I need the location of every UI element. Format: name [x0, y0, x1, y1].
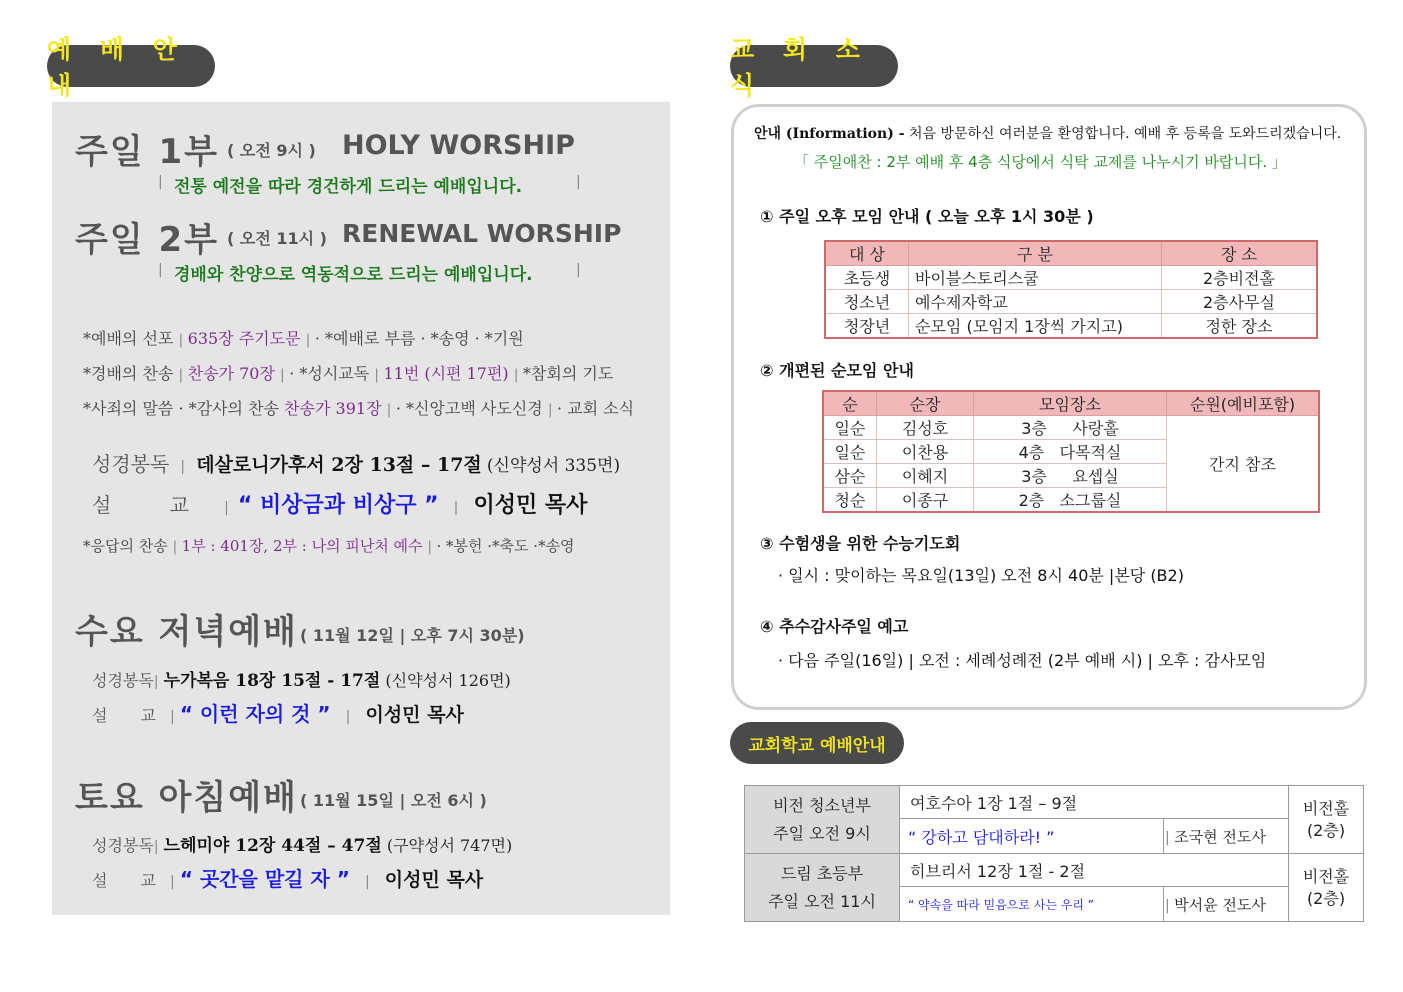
reading-label: 성경봉독: [92, 836, 154, 855]
cell: 일순: [823, 440, 877, 464]
sermon-label: 설 교: [92, 706, 170, 725]
reading-page: (신약성서 335면): [486, 456, 621, 476]
worship-info-header: 예 배 안 내: [47, 45, 215, 87]
cell-group-table: [822, 390, 1320, 513]
sunday2-title: 주일 2부: [75, 220, 220, 260]
reading-label: 성경봉독: [92, 671, 154, 690]
reading-text: 누가복음 18장 15절 - 17절: [163, 671, 381, 691]
dept-name: 비전 청소년부: [773, 795, 871, 815]
info-text: 처음 방문하신 여러분을 환영합니다. 예배 후 등록을 도와드리겠습니다.: [908, 126, 1342, 142]
item2-heading: ② 개편된 순모임 안내: [760, 361, 914, 380]
info-label: 안내 (Information) -: [754, 126, 905, 142]
table-row: [825, 290, 1317, 314]
saturday-reading: 성경봉독| 느헤미야 12장 44절 – 47절 (구약성서 747면): [92, 836, 513, 856]
table-row: [745, 854, 1364, 887]
table-row: [825, 266, 1317, 290]
order-item: 11번 (시편 17편): [383, 364, 509, 383]
sermon: 설 교 | “ 비상금과 비상구 ” | 이성민 목사: [92, 493, 588, 518]
cell: 이종구: [877, 488, 974, 513]
sunday1-title: 주일 1부: [75, 132, 220, 172]
worship-panel: [52, 102, 670, 915]
cell: 삼순: [823, 464, 877, 488]
saturday-time: ( 11월 15일 | 오전 6시 ): [300, 791, 487, 810]
cell: 초등생: [825, 266, 909, 290]
col-header: 순원(예비포함): [1167, 391, 1320, 416]
cell: [974, 440, 1167, 464]
church-school-header: 교회학교 예배안내: [730, 722, 904, 764]
table-row: [745, 786, 1364, 819]
divider: |: [158, 262, 163, 278]
sermon-title: “ 이런 자의 것 ”: [179, 702, 331, 726]
room: 요셉실: [1072, 467, 1119, 486]
room: 다목적실: [1059, 443, 1122, 462]
col-header: 순장: [877, 391, 974, 416]
order-item: · 교회 소식: [556, 399, 635, 418]
dept-name: 드림 초등부: [780, 863, 864, 883]
item3-heading: ③ 수험생을 위한 수능기도회: [760, 534, 961, 553]
col-header: 순: [823, 391, 877, 416]
cell: 2층비전홀: [1162, 266, 1318, 290]
info-line: [754, 123, 1341, 143]
reading-cell: 여호수아 1장 1절 – 9절: [900, 786, 1289, 819]
pastor-name: 이성민 목사: [384, 869, 484, 891]
sunday1-en: HOLY WORSHIP: [342, 130, 575, 161]
preacher-name: 조국현 전도사: [1174, 827, 1266, 846]
item4-detail: · 다음 주일(16일) | 오전 : 세례성례전 (2부 예배 시) | 오후 : 감사모임: [778, 651, 1267, 670]
floor: 3층: [1021, 467, 1047, 486]
church-news-header: 교 회 소 식: [730, 45, 898, 87]
cell: 순모임 (모임지 1장씩 가지고): [909, 314, 1162, 339]
order-item: 찬송가 391장: [284, 399, 382, 418]
reading-page: (구약성서 747면): [386, 836, 513, 855]
saturday-title: 토요 아침예배: [75, 778, 298, 818]
cell: 청소년: [825, 290, 909, 314]
pastor-name: 이성민 목사: [473, 493, 588, 518]
item4-heading: ④ 추수감사주일 예고: [760, 617, 909, 636]
cell: 김성호: [877, 416, 974, 440]
sermon-cell: [900, 887, 1164, 922]
table-row: [825, 314, 1317, 339]
cell: 청순: [823, 488, 877, 513]
order-row-3: *사죄의 말씀 · *감사의 찬송 찬송가 391장 | · *신앙고백 사도신경 | · 교회 소식: [83, 399, 635, 418]
dept-time: 주일 오전 9시: [773, 823, 871, 843]
divider: |: [576, 262, 581, 278]
divider: |: [158, 174, 163, 190]
table-row: [823, 416, 1319, 440]
members-cell: 간지 참조: [1167, 416, 1320, 513]
cell: 바이블스토리스쿨: [909, 266, 1162, 290]
saturday-sermon: 설 교| “ 곳간을 맡길 자 ” | 이성민 목사: [92, 867, 484, 891]
sermon-title: “ 비상금과 비상구 ”: [237, 493, 439, 518]
cell: 예수제자학교: [909, 290, 1162, 314]
wednesday-time: ( 11월 12일 | 오후 7시 30분): [300, 626, 525, 645]
room-cell: [1289, 854, 1364, 922]
item1-heading: ① 주일 오후 모임 안내 ( 오늘 오후 1시 30분 ): [760, 207, 1094, 226]
cell: 청장년: [825, 314, 909, 339]
preacher-name: 박서윤 전도사: [1174, 895, 1266, 914]
sermon-label: 설 교: [92, 871, 170, 890]
reading-text: 데살로니가후서 2장 13절 – 17절: [196, 454, 482, 476]
item3-detail: · 일시 : 맞이하는 목요일(13일) 오전 8시 40분 |본당 (B2): [778, 566, 1184, 585]
wednesday-reading: 성경봉독| 누가복음 18장 15절 - 17절 (신약성서 126면): [92, 671, 511, 691]
order-item: *예배의 선포: [83, 329, 174, 348]
sermon-cell: [900, 819, 1164, 854]
sunday1-desc: 전통 예전을 따라 경건하게 드리는 예배입니다.: [174, 177, 523, 197]
sermon-label: 설 교: [92, 493, 215, 517]
floor: 3층: [1021, 419, 1047, 438]
col-header: 모임장소: [974, 391, 1167, 416]
preacher-cell: | 박서윤 전도사: [1164, 887, 1289, 922]
sermon-title: “ 약속을 따라 믿음으로 사는 우리 ”: [908, 897, 1095, 912]
sunday2-en: RENEWAL WORSHIP: [342, 219, 622, 248]
col-header: 대 상: [825, 241, 909, 266]
order-row-1: *예배의 선포 | 635장 주기도문 | · *예배로 부름 · *송영 · *기원: [83, 329, 524, 348]
col-header: 구 분: [909, 241, 1162, 266]
order-item: · *봉헌 ·*축도 ·*송영: [436, 537, 575, 555]
room-cell: [1289, 786, 1364, 854]
room-name: 비전홀: [1302, 866, 1350, 886]
floor: 4층: [1018, 443, 1045, 462]
dept-time: 주일 오전 11시: [768, 891, 876, 911]
sunday1-time: ( 오전 9시 ): [227, 141, 316, 160]
cell: 이혜지: [877, 464, 974, 488]
room-floor: (2층): [1306, 888, 1346, 908]
church-school-table: [744, 785, 1364, 922]
cell: 정한 장소: [1162, 314, 1318, 339]
order-row-2: *경배의 찬송 | 찬송가 70장 | · *성시교독 | 11번 (시편 17편) | *참회의 기도: [83, 364, 614, 383]
order-item: · *성시교독: [289, 364, 370, 383]
room-name: 비전홀: [1302, 798, 1350, 818]
floor: 2층: [1018, 491, 1045, 510]
order-item: · *예배로 부름 · *송영 · *기원: [314, 329, 524, 348]
reading-text: 느헤미야 12장 44절 – 47절: [163, 836, 382, 856]
order-item: 1부 : 401장, 2부 : 나의 피난처 예수: [181, 537, 423, 555]
cell: [974, 416, 1167, 440]
sunday2-time: ( 오전 11시 ): [227, 229, 327, 248]
room: 사랑홀: [1072, 419, 1119, 438]
cell: [974, 488, 1167, 513]
order-item: *참회의 기도: [522, 364, 614, 383]
cell: 2층사무실: [1162, 290, 1318, 314]
sunday2-desc: 경배와 찬양으로 역동적으로 드리는 예배입니다.: [174, 265, 533, 285]
preacher-cell: | 조국현 전도사: [1164, 819, 1289, 854]
reading-page: (신약성서 126면): [385, 671, 511, 690]
scripture-reading: 성경봉독 | 데살로니가후서 2장 13절 – 17절 (신약성서 335면): [92, 452, 621, 476]
order-item: 635장 주기도문: [187, 329, 301, 348]
sermon-title: “ 곳간을 맡길 자 ”: [179, 867, 350, 891]
sermon-title: “ 강하고 담대하라! ”: [908, 827, 1055, 847]
pastor-name: 이성민 목사: [365, 704, 464, 726]
lunch-notice: 「 주일애찬 : 2부 예배 후 4층 식당에서 식탁 교제를 나누시기 바랍니다. 」: [794, 153, 1287, 171]
cell: 일순: [823, 416, 877, 440]
order-item: *사죄의 말씀 · *감사의 찬송: [83, 399, 279, 418]
wednesday-title: 수요 저녁예배: [75, 612, 298, 652]
room: 소그룹실: [1059, 491, 1122, 510]
cell: [974, 464, 1167, 488]
wednesday-sermon: 설 교| “ 이런 자의 것 ” | 이성민 목사: [92, 702, 464, 726]
afternoon-table: [824, 240, 1318, 339]
dept-cell: [745, 854, 900, 922]
dept-cell: [745, 786, 900, 854]
response-row: *응답의 찬송 | 1부 : 401장, 2부 : 나의 피난처 예수 | · *봉헌 ·*축도 ·*송영: [83, 537, 575, 555]
divider: |: [576, 174, 581, 190]
order-item: *응답의 찬송: [83, 537, 168, 555]
order-item: 찬송가 70장: [187, 364, 275, 383]
room-floor: (2층): [1306, 820, 1346, 840]
col-header: 장 소: [1162, 241, 1318, 266]
news-box: [731, 104, 1367, 710]
cell: 이찬용: [877, 440, 974, 464]
reading-cell: 히브리서 12장 1절 - 2절: [900, 854, 1289, 887]
order-item: *경배의 찬송: [83, 364, 174, 383]
order-item: · *신앙고백 사도신경: [395, 399, 543, 418]
reading-label: 성경봉독: [92, 452, 170, 476]
